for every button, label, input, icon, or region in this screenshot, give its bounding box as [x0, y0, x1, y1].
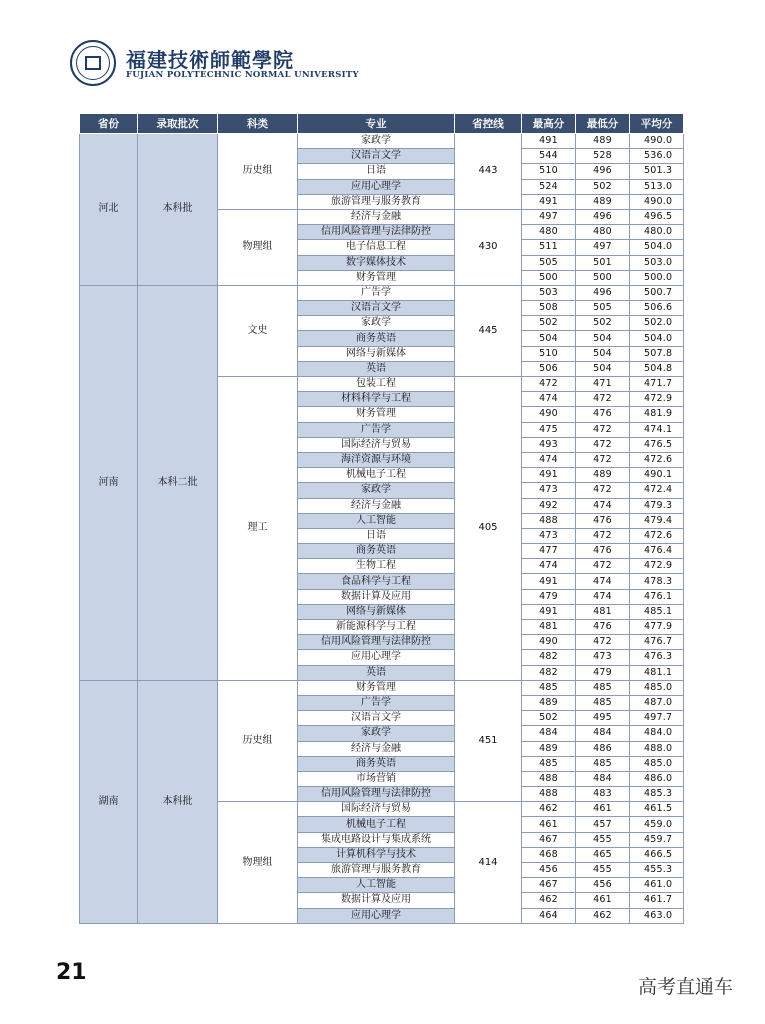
major-cell: 机械电子工程	[298, 468, 455, 483]
avg-score-cell: 477.9	[630, 620, 684, 635]
min-score-cell: 480	[576, 225, 630, 240]
avg-score-cell: 459.0	[630, 817, 684, 832]
max-score-cell: 464	[522, 908, 576, 923]
control-line-cell: 430	[455, 209, 522, 285]
major-cell: 电子信息工程	[298, 240, 455, 255]
max-score-cell: 504	[522, 331, 576, 346]
min-score-cell: 484	[576, 726, 630, 741]
major-cell: 英语	[298, 665, 455, 680]
major-cell: 计算机科学与技术	[298, 847, 455, 862]
max-score-cell: 477	[522, 544, 576, 559]
min-score-cell: 474	[576, 574, 630, 589]
min-score-cell: 472	[576, 528, 630, 543]
min-score-cell: 457	[576, 817, 630, 832]
max-score-cell: 503	[522, 285, 576, 300]
major-cell: 经济与金融	[298, 498, 455, 513]
avg-score-cell: 503.0	[630, 255, 684, 270]
major-cell: 商务英语	[298, 756, 455, 771]
major-cell: 财务管理	[298, 270, 455, 285]
major-cell: 商务英语	[298, 331, 455, 346]
min-score-cell: 502	[576, 179, 630, 194]
major-cell: 旅游管理与服务教育	[298, 194, 455, 209]
avg-score-cell: 488.0	[630, 741, 684, 756]
max-score-cell: 467	[522, 832, 576, 847]
control-line-cell: 451	[455, 680, 522, 802]
major-cell: 应用心理学	[298, 179, 455, 194]
major-cell: 应用心理学	[298, 908, 455, 923]
avg-score-cell: 486.0	[630, 771, 684, 786]
major-cell: 信用风险管理与法律防控	[298, 225, 455, 240]
category-cell: 历史组	[218, 680, 298, 802]
major-cell: 商务英语	[298, 544, 455, 559]
major-cell: 旅游管理与服务教育	[298, 863, 455, 878]
min-score-cell: 483	[576, 787, 630, 802]
min-score-cell: 476	[576, 544, 630, 559]
min-score-cell: 489	[576, 134, 630, 149]
max-score-cell: 488	[522, 787, 576, 802]
major-cell: 材料科学与工程	[298, 392, 455, 407]
min-score-cell: 476	[576, 407, 630, 422]
min-score-cell: 485	[576, 756, 630, 771]
max-score-cell: 472	[522, 377, 576, 392]
major-cell: 广告学	[298, 422, 455, 437]
major-cell: 日语	[298, 164, 455, 179]
major-cell: 英语	[298, 361, 455, 376]
province-cell: 河南	[80, 285, 138, 680]
major-cell: 财务管理	[298, 680, 455, 695]
avg-score-cell: 459.7	[630, 832, 684, 847]
avg-score-cell: 472.6	[630, 452, 684, 467]
max-score-cell: 491	[522, 194, 576, 209]
major-cell: 信用风险管理与法律防控	[298, 787, 455, 802]
min-score-cell: 484	[576, 771, 630, 786]
avg-score-cell: 487.0	[630, 695, 684, 710]
major-cell: 生物工程	[298, 559, 455, 574]
header-major: 专业	[298, 114, 455, 134]
min-score-cell: 472	[576, 437, 630, 452]
max-score-cell: 502	[522, 711, 576, 726]
major-cell: 家政学	[298, 726, 455, 741]
min-score-cell: 481	[576, 604, 630, 619]
avg-score-cell: 476.7	[630, 635, 684, 650]
avg-score-cell: 485.0	[630, 680, 684, 695]
avg-score-cell: 474.1	[630, 422, 684, 437]
max-score-cell: 480	[522, 225, 576, 240]
avg-score-cell: 497.7	[630, 711, 684, 726]
max-score-cell: 488	[522, 771, 576, 786]
max-score-cell: 490	[522, 407, 576, 422]
max-score-cell: 475	[522, 422, 576, 437]
major-cell: 家政学	[298, 134, 455, 149]
max-score-cell: 544	[522, 149, 576, 164]
avg-score-cell: 536.0	[630, 149, 684, 164]
max-score-cell: 489	[522, 695, 576, 710]
avg-score-cell: 472.4	[630, 483, 684, 498]
avg-score-cell: 490.0	[630, 194, 684, 209]
avg-score-cell: 485.1	[630, 604, 684, 619]
max-score-cell: 491	[522, 468, 576, 483]
avg-score-cell: 490.0	[630, 134, 684, 149]
min-score-cell: 474	[576, 498, 630, 513]
max-score-cell: 482	[522, 665, 576, 680]
min-score-cell: 465	[576, 847, 630, 862]
avg-score-cell: 478.3	[630, 574, 684, 589]
min-score-cell: 474	[576, 589, 630, 604]
max-score-cell: 511	[522, 240, 576, 255]
avg-score-cell: 466.5	[630, 847, 684, 862]
major-cell: 人工智能	[298, 878, 455, 893]
avg-score-cell: 507.8	[630, 346, 684, 361]
header-control-line: 省控线	[455, 114, 522, 134]
min-score-cell: 496	[576, 209, 630, 224]
major-cell: 经济与金融	[298, 209, 455, 224]
control-line-cell: 405	[455, 377, 522, 681]
min-score-cell: 472	[576, 452, 630, 467]
min-score-cell: 476	[576, 620, 630, 635]
min-score-cell: 461	[576, 802, 630, 817]
min-score-cell: 472	[576, 559, 630, 574]
max-score-cell: 506	[522, 361, 576, 376]
min-score-cell: 472	[576, 392, 630, 407]
max-score-cell: 489	[522, 741, 576, 756]
avg-score-cell: 472.9	[630, 392, 684, 407]
header-province: 省份	[80, 114, 138, 134]
min-score-cell: 485	[576, 680, 630, 695]
min-score-cell: 504	[576, 346, 630, 361]
max-score-cell: 485	[522, 756, 576, 771]
avg-score-cell: 479.4	[630, 513, 684, 528]
max-score-cell: 491	[522, 574, 576, 589]
category-cell: 理工	[218, 377, 298, 681]
province-cell: 河北	[80, 134, 138, 286]
max-score-cell: 461	[522, 817, 576, 832]
school-logo	[70, 40, 359, 90]
control-line-cell: 443	[455, 134, 522, 210]
max-score-cell: 473	[522, 528, 576, 543]
max-score-cell: 468	[522, 847, 576, 862]
min-score-cell: 504	[576, 361, 630, 376]
avg-score-cell: 472.9	[630, 559, 684, 574]
max-score-cell: 505	[522, 255, 576, 270]
major-cell: 市场营销	[298, 771, 455, 786]
batch-cell: 本科二批	[138, 285, 218, 680]
max-score-cell: 481	[522, 620, 576, 635]
province-cell: 湖南	[80, 680, 138, 923]
max-score-cell: 462	[522, 893, 576, 908]
avg-score-cell: 485.3	[630, 787, 684, 802]
major-cell: 日语	[298, 528, 455, 543]
min-score-cell: 471	[576, 377, 630, 392]
table-header-row	[80, 114, 684, 134]
category-cell: 物理组	[218, 209, 298, 285]
major-cell: 汉语言文学	[298, 149, 455, 164]
max-score-cell: 491	[522, 134, 576, 149]
min-score-cell: 505	[576, 301, 630, 316]
avg-score-cell: 501.3	[630, 164, 684, 179]
batch-cell: 本科批	[138, 134, 218, 286]
min-score-cell: 497	[576, 240, 630, 255]
avg-score-cell: 461.7	[630, 893, 684, 908]
admission-score-table	[79, 113, 684, 924]
min-score-cell: 504	[576, 331, 630, 346]
min-score-cell: 476	[576, 513, 630, 528]
school-seal-icon	[70, 40, 116, 86]
batch-cell: 本科批	[138, 680, 218, 923]
school-name-en: FUJIAN POLYTECHNIC NORMAL UNIVERSITY	[126, 70, 359, 80]
avg-score-cell: 500.7	[630, 285, 684, 300]
avg-score-cell: 513.0	[630, 179, 684, 194]
avg-score-cell: 472.6	[630, 528, 684, 543]
avg-score-cell: 461.0	[630, 878, 684, 893]
table-row	[80, 134, 684, 149]
min-score-cell: 496	[576, 285, 630, 300]
max-score-cell: 474	[522, 452, 576, 467]
major-cell: 汉语言文学	[298, 301, 455, 316]
major-cell: 新能源科学与工程	[298, 620, 455, 635]
max-score-cell: 493	[522, 437, 576, 452]
major-cell: 数据计算及应用	[298, 893, 455, 908]
min-score-cell: 455	[576, 863, 630, 878]
min-score-cell: 486	[576, 741, 630, 756]
max-score-cell: 524	[522, 179, 576, 194]
header-batch: 录取批次	[138, 114, 218, 134]
avg-score-cell: 485.0	[630, 756, 684, 771]
avg-score-cell: 476.4	[630, 544, 684, 559]
max-score-cell: 474	[522, 559, 576, 574]
major-cell: 汉语言文学	[298, 711, 455, 726]
major-cell: 家政学	[298, 316, 455, 331]
max-score-cell: 490	[522, 635, 576, 650]
avg-score-cell: 463.0	[630, 908, 684, 923]
max-score-cell: 491	[522, 604, 576, 619]
avg-score-cell: 479.3	[630, 498, 684, 513]
max-score-cell: 492	[522, 498, 576, 513]
min-score-cell: 489	[576, 194, 630, 209]
avg-score-cell: 461.5	[630, 802, 684, 817]
major-cell: 经济与金融	[298, 741, 455, 756]
min-score-cell: 456	[576, 878, 630, 893]
header-avg-score: 平均分	[630, 114, 684, 134]
major-cell: 家政学	[298, 483, 455, 498]
max-score-cell: 488	[522, 513, 576, 528]
major-cell: 信用风险管理与法律防控	[298, 635, 455, 650]
major-cell: 包装工程	[298, 377, 455, 392]
major-cell: 网络与新媒体	[298, 604, 455, 619]
header-max-score: 最高分	[522, 114, 576, 134]
max-score-cell: 473	[522, 483, 576, 498]
major-cell: 国际经济与贸易	[298, 802, 455, 817]
avg-score-cell: 480.0	[630, 225, 684, 240]
category-cell: 物理组	[218, 802, 298, 924]
avg-score-cell: 481.1	[630, 665, 684, 680]
table-row	[80, 285, 684, 300]
max-score-cell: 510	[522, 164, 576, 179]
major-cell: 广告学	[298, 695, 455, 710]
max-score-cell: 500	[522, 270, 576, 285]
max-score-cell: 482	[522, 650, 576, 665]
major-cell: 国际经济与贸易	[298, 437, 455, 452]
avg-score-cell: 484.0	[630, 726, 684, 741]
control-line-cell: 414	[455, 802, 522, 924]
min-score-cell: 500	[576, 270, 630, 285]
page-number: 21	[56, 960, 87, 985]
major-cell: 广告学	[298, 285, 455, 300]
major-cell: 食品科学与工程	[298, 574, 455, 589]
major-cell: 数字媒体技术	[298, 255, 455, 270]
min-score-cell: 455	[576, 832, 630, 847]
min-score-cell: 472	[576, 422, 630, 437]
max-score-cell: 502	[522, 316, 576, 331]
min-score-cell: 462	[576, 908, 630, 923]
avg-score-cell: 481.9	[630, 407, 684, 422]
avg-score-cell: 490.1	[630, 468, 684, 483]
school-name-cn: 福建技術師範學院	[126, 48, 294, 72]
max-score-cell: 479	[522, 589, 576, 604]
header-category: 科类	[218, 114, 298, 134]
min-score-cell: 473	[576, 650, 630, 665]
max-score-cell: 462	[522, 802, 576, 817]
min-score-cell: 495	[576, 711, 630, 726]
avg-score-cell: 504.0	[630, 240, 684, 255]
avg-score-cell: 476.5	[630, 437, 684, 452]
control-line-cell: 445	[455, 285, 522, 376]
avg-score-cell: 504.8	[630, 361, 684, 376]
min-score-cell: 485	[576, 695, 630, 710]
min-score-cell: 479	[576, 665, 630, 680]
major-cell: 人工智能	[298, 513, 455, 528]
max-score-cell: 497	[522, 209, 576, 224]
major-cell: 数据计算及应用	[298, 589, 455, 604]
min-score-cell: 472	[576, 635, 630, 650]
category-cell: 文史	[218, 285, 298, 376]
max-score-cell: 467	[522, 878, 576, 893]
avg-score-cell: 496.5	[630, 209, 684, 224]
major-cell: 财务管理	[298, 407, 455, 422]
min-score-cell: 501	[576, 255, 630, 270]
max-score-cell: 508	[522, 301, 576, 316]
min-score-cell: 461	[576, 893, 630, 908]
avg-score-cell: 502.0	[630, 316, 684, 331]
max-score-cell: 510	[522, 346, 576, 361]
min-score-cell: 496	[576, 164, 630, 179]
max-score-cell: 474	[522, 392, 576, 407]
avg-score-cell: 504.0	[630, 331, 684, 346]
watermark-text: 高考直通车	[637, 976, 733, 998]
max-score-cell: 484	[522, 726, 576, 741]
avg-score-cell: 471.7	[630, 377, 684, 392]
avg-score-cell: 500.0	[630, 270, 684, 285]
max-score-cell: 456	[522, 863, 576, 878]
min-score-cell: 489	[576, 468, 630, 483]
major-cell: 海洋资源与环境	[298, 452, 455, 467]
category-cell: 历史组	[218, 134, 298, 210]
min-score-cell: 528	[576, 149, 630, 164]
major-cell: 网络与新媒体	[298, 346, 455, 361]
min-score-cell: 472	[576, 483, 630, 498]
avg-score-cell: 506.6	[630, 301, 684, 316]
major-cell: 机械电子工程	[298, 817, 455, 832]
avg-score-cell: 476.1	[630, 589, 684, 604]
min-score-cell: 502	[576, 316, 630, 331]
header-min-score: 最低分	[576, 114, 630, 134]
table-row	[80, 680, 684, 695]
major-cell: 集成电路设计与集成系统	[298, 832, 455, 847]
avg-score-cell: 476.3	[630, 650, 684, 665]
avg-score-cell: 455.3	[630, 863, 684, 878]
major-cell: 应用心理学	[298, 650, 455, 665]
max-score-cell: 485	[522, 680, 576, 695]
